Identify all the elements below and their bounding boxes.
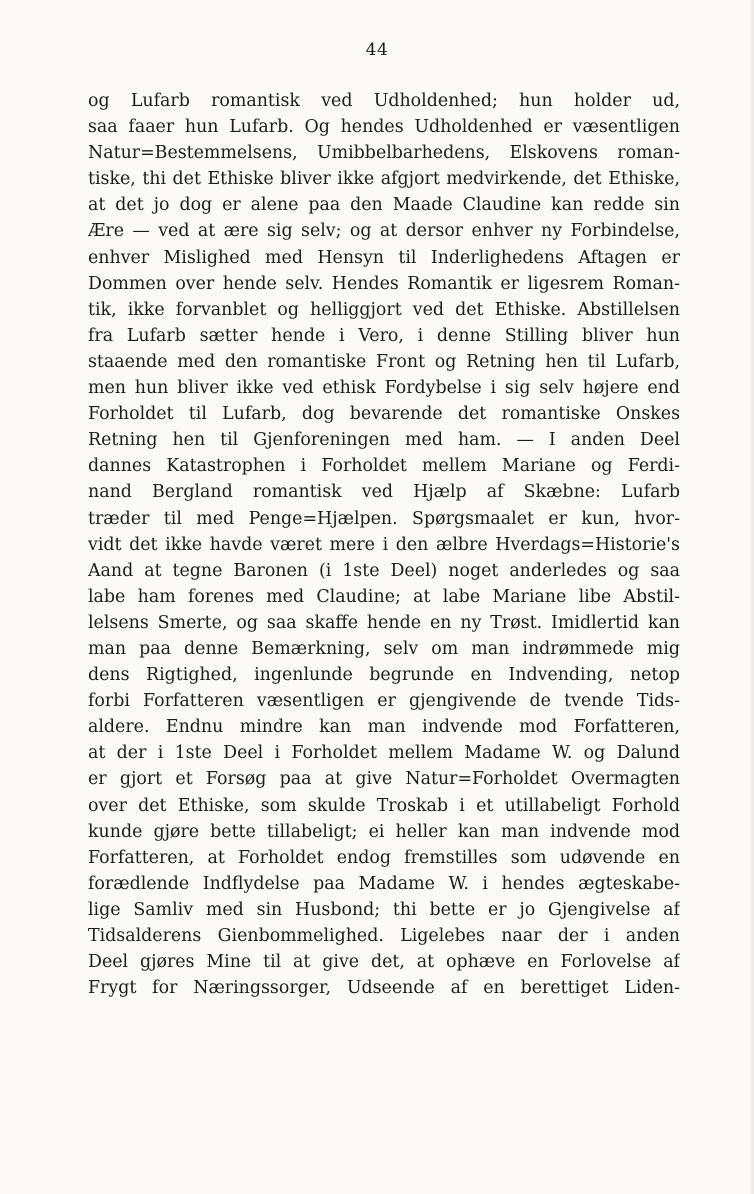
text-line: og Lufarb romantisk ved Udholdenhed; hun holder ud, bbox=[88, 91, 680, 111]
text-line: lige Samliv med sin Husbond; thi bette er jo Gjengivelse af bbox=[88, 899, 680, 920]
text-line: fra Lufarb sætter hende i Vero, i denne Stilling bliver hun bbox=[88, 325, 680, 346]
text-line: Tidsalderens Gienbommelighed. Ligelebes naar der i anden bbox=[88, 926, 680, 946]
text-line: staaende med den romantiske Front og Retning hen til Lufarb, bbox=[88, 351, 680, 372]
text-line: man paa denne Bemærkning, selv om man indrømmede mig bbox=[88, 638, 680, 659]
text-line: Forfatteren, at Forholdet endog fremstilles som udøvende en bbox=[88, 847, 680, 868]
text-line: labe ham forenes med Claudine; at labe Mariane libe Abstil- bbox=[88, 586, 680, 607]
text-line: er gjort et Forsøg paa at give Natur=Forholdet Overmagten bbox=[88, 769, 680, 790]
text-line: tiske, thi det Ethiske bliver ikke afgjort medvirkende, det Ethiske, bbox=[88, 169, 680, 190]
text-line: Ære — ved at ære sig selv; og at dersor enhver ny Forbindelse, bbox=[88, 221, 680, 242]
text-line: dens Rigtighed, ingenlunde begrunde en Indvending, netop bbox=[88, 665, 680, 686]
text-line: forædlende Indflydelse paa Madame W. i hendes ægteskabe- bbox=[88, 873, 680, 894]
text-line: lelsens Smerte, og saa skaffe hende en ny Trøst. Imidlertid kan bbox=[88, 612, 680, 633]
page-number: 44 bbox=[365, 40, 389, 60]
text-line: Natur=Bestemmelsens, Umibbelbarhedens, Elskovens roman- bbox=[88, 143, 680, 164]
text-line: at der i 1ste Deel i Forholdet mellem Madame W. og Dalund bbox=[88, 743, 680, 764]
body-text bbox=[88, 88, 680, 1001]
text-line: Deel gjøres Mine til at give det, at ophæve en Forlovelse af bbox=[88, 952, 680, 973]
text-line: saa faaer hun Lufarb. Og hendes Udholdenhed er væsentligen bbox=[88, 117, 680, 138]
text-line: Dommen over hende selv. Hendes Romantik er ligesrem Roman- bbox=[88, 273, 680, 294]
text-line: tik, ikke forvanblet og helliggjort ved det Ethiske. Abstillelsen bbox=[88, 299, 680, 320]
text-line: Frygt for Næringssorger, Udseende af en berettiget Liden- bbox=[88, 978, 680, 999]
text-line: Aand at tegne Baronen (i 1ste Deel) noget anderledes og saa bbox=[88, 560, 680, 581]
text-line: Forholdet til Lufarb, dog bevarende det romantiske Onskes bbox=[88, 404, 680, 425]
text-line: enhver Mislighed med Hensyn til Inderlighedens Aftagen er bbox=[88, 247, 680, 268]
text-line: over det Ethiske, som skulde Troskab i et utillabeligt Forhold bbox=[88, 795, 680, 816]
text-line: nand Bergland romantisk ved Hjælp af Skæbne: Lufarb bbox=[88, 482, 680, 503]
text-line: at det jo dog er alene paa den Maade Claudine kan redde sin bbox=[88, 195, 680, 216]
text-line: dannes Katastrophen i Forholdet mellem Mariane og Ferdi- bbox=[88, 456, 680, 477]
text-line: forbi Forfatteren væsentligen er gjengivende de tvende Tids- bbox=[88, 691, 680, 712]
text-line: Retning hen til Gjenforeningen med ham. — I anden Deel bbox=[88, 430, 680, 451]
text-line: men hun bliver ikke ved ethisk Fordybelse i sig selv højere end bbox=[88, 378, 680, 399]
text-line: vidt det ikke havde været mere i den ælbre Hverdags=Historie's bbox=[88, 534, 680, 555]
page-edge-shadow bbox=[749, 0, 754, 1194]
text-line: kunde gjøre bette tillabeligt; ei heller kan man indvende mod bbox=[88, 821, 680, 842]
text-line: træder til med Penge=Hjælpen. Spørgsmaalet er kun, hvor- bbox=[88, 508, 680, 529]
text-line: aldere. Endnu mindre kan man indvende mod Forfatteren, bbox=[88, 717, 680, 738]
